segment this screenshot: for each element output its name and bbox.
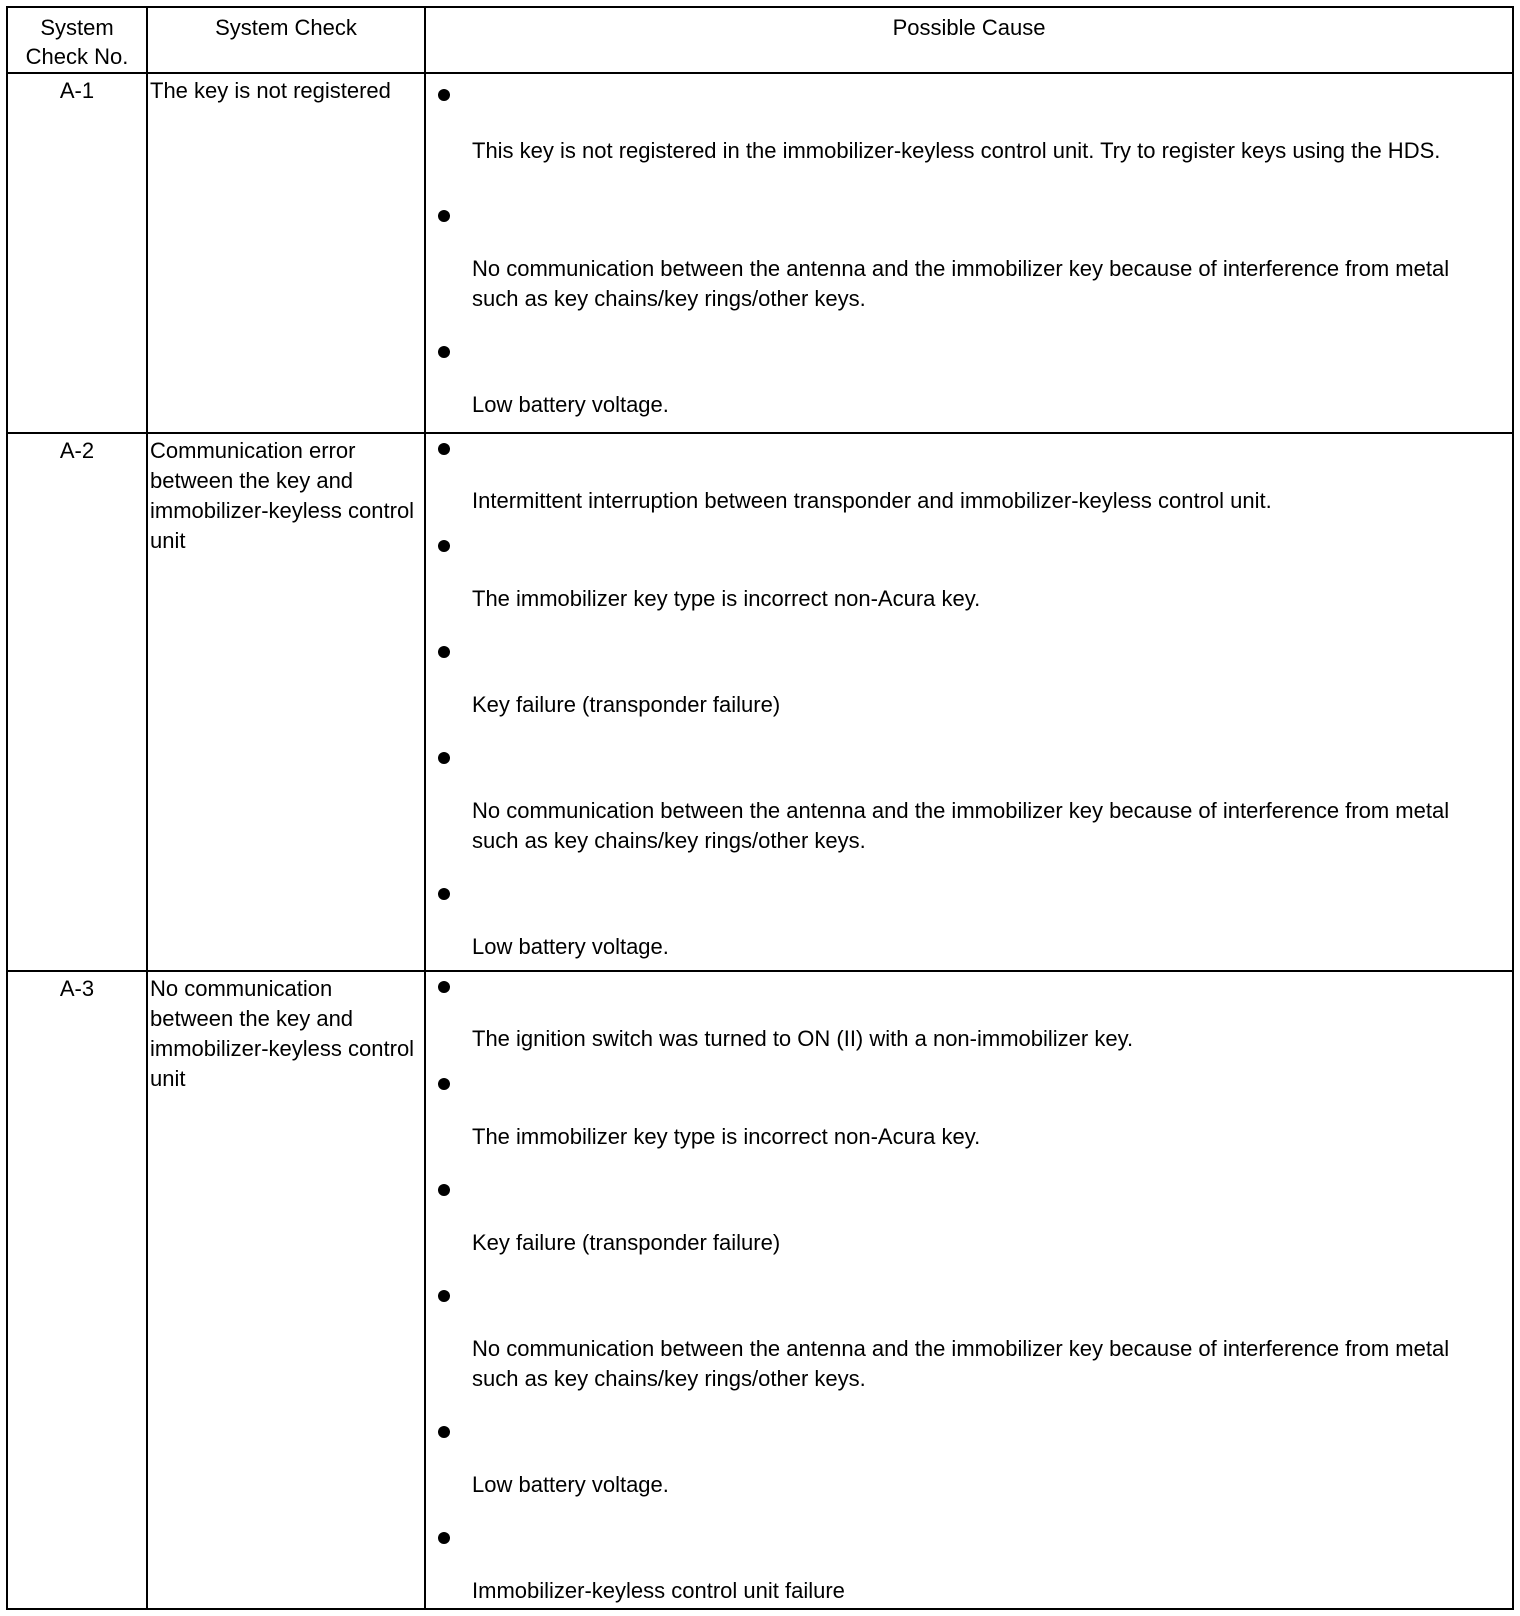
cause-text: Low battery voltage.	[472, 1472, 669, 1497]
cause-text: Key failure (transponder failure)	[472, 1230, 781, 1255]
system-check-no: A-1	[59, 78, 95, 103]
cause-text: The immobilizer key type is incorrect non-Acura key.	[472, 586, 981, 611]
system-check-no: A-2	[59, 438, 95, 463]
bullet-icon	[438, 443, 450, 455]
bullet-icon	[438, 646, 450, 658]
header-system-check	[148, 8, 424, 74]
table-row	[8, 74, 1512, 432]
cause-text: Low battery voltage.	[472, 934, 669, 959]
header-label: Possible Cause	[892, 15, 1046, 40]
bullet-icon	[438, 210, 450, 222]
system-check-no: A-3	[59, 976, 95, 1001]
header-label: System Check	[215, 15, 357, 40]
diagnostic-table	[6, 6, 1514, 1610]
bullet-icon	[438, 981, 450, 993]
bullet-icon	[438, 346, 450, 358]
system-check: The key is not registered	[150, 78, 391, 103]
header-system-check-no	[8, 8, 146, 74]
bullet-icon	[438, 1184, 450, 1196]
cause-text: No communication between the antenna and the immobilizer key because of interference from metal such as key chains/key rings/other keys.	[472, 256, 1450, 311]
cause-text: No communication between the antenna and the immobilizer key because of interference from metal such as key chains/key rings/other keys.	[472, 1336, 1450, 1391]
bullet-icon	[438, 89, 450, 101]
bullet-icon	[438, 888, 450, 900]
header-label: System Check No.	[25, 15, 129, 69]
cause-text: Key failure (transponder failure)	[472, 692, 781, 717]
cause-text: Immobilizer-keyless control unit failure	[472, 1578, 845, 1603]
bullet-icon	[438, 1426, 450, 1438]
cause-text: The ignition switch was turned to ON (II) with a non-immobilizer key.	[472, 1026, 1134, 1051]
header-possible-cause	[426, 8, 1512, 74]
table-row	[8, 434, 1512, 970]
system-check: No communication between the key and immobilizer-keyless control unit	[150, 976, 415, 1091]
cause-text: The immobilizer key type is incorrect non-Acura key.	[472, 1124, 981, 1149]
cause-text: Intermittent interruption between transponder and immobilizer-keyless control unit.	[472, 488, 1272, 513]
bullet-icon	[438, 540, 450, 552]
table-row	[8, 972, 1512, 1608]
system-check: Communication error between the key and immobilizer-keyless control unit	[150, 438, 415, 553]
cause-text: No communication between the antenna and the immobilizer key because of interference from metal such as key chains/key rings/other keys.	[472, 798, 1450, 853]
bullet-icon	[438, 1078, 450, 1090]
cause-text: Low battery voltage.	[472, 392, 669, 417]
bullet-icon	[438, 1290, 450, 1302]
bullet-icon	[438, 1532, 450, 1544]
cause-text: This key is not registered in the immobilizer-keyless control unit. Try to register keys using the HDS.	[472, 138, 1441, 163]
bullet-icon	[438, 752, 450, 764]
